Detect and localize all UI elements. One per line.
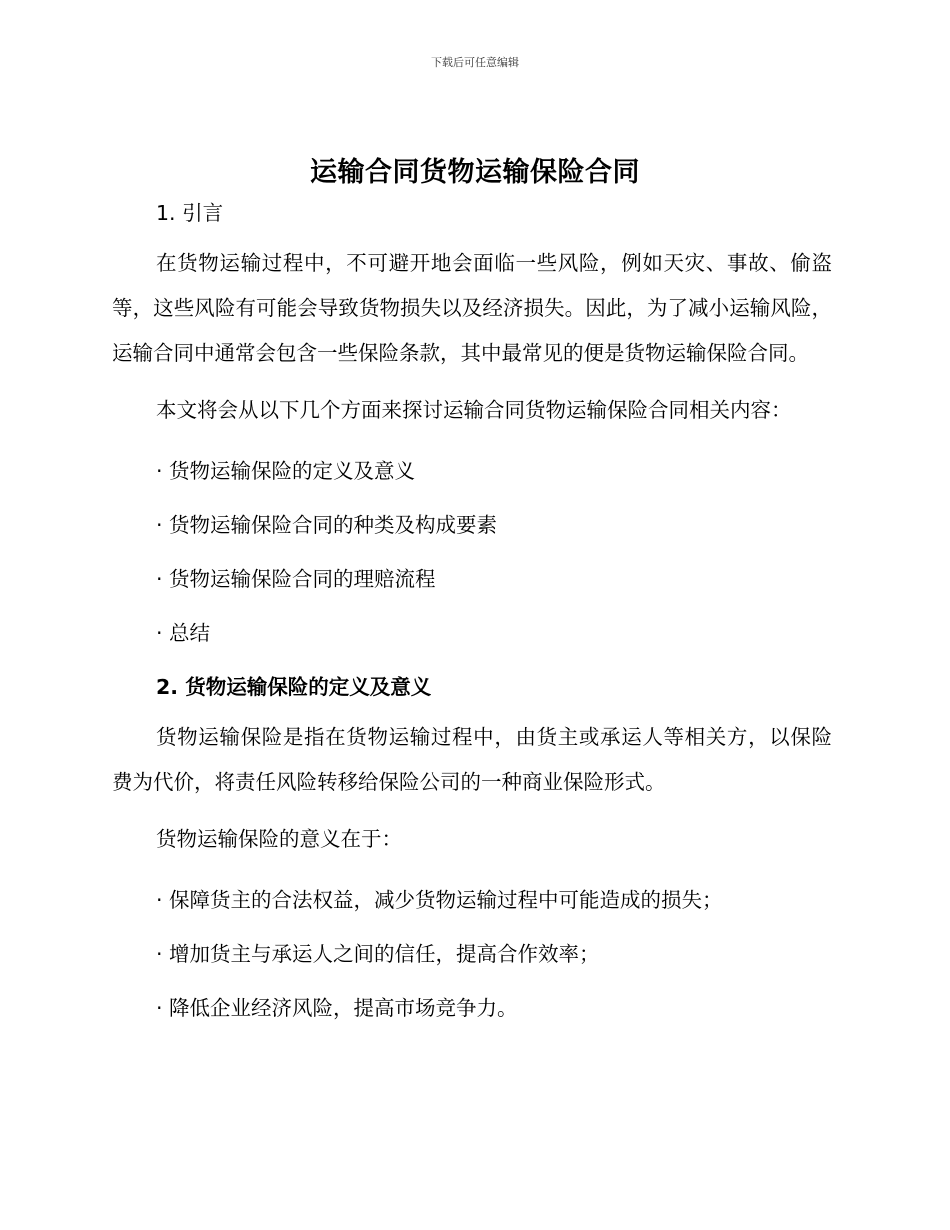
list-item: · 降低企业经济风险，提高市场竞争力。 [156, 996, 518, 1020]
section-1-paragraph-1: 在货物运输过程中，不可避开地会面临一些风险，例如天灾、事故、偷盗等，这些风险有可能会导致货物损失以及经济损失。因此，为了减小运输风险，运输合同中通常会包含一些保险条款，其中最常见的便是货物运输保险合同。 [112, 251, 832, 365]
section-1-paragraph-2: 本文将会从以下几个方面来探讨运输合同货物运输保险合同相关内容： [156, 398, 792, 422]
list-item: · 货物运输保险合同的种类及构成要素 [156, 513, 498, 537]
list-item: · 保障货主的合法权益，减少货物运输过程中可能造成的损失； [156, 888, 723, 912]
list-item: · 总结 [156, 621, 211, 645]
document-title: 运输合同货物运输保险合同 [310, 157, 640, 188]
list-item: · 增加货主与承运人之间的信任，提高合作效率； [156, 942, 600, 966]
page-header-note: 下载后可任意编辑 [431, 56, 519, 69]
section-2-paragraph-2: 货物运输保险的意义在于： [156, 827, 402, 851]
section-2-heading: 2. 货物运输保险的定义及意义 [156, 675, 432, 699]
document-body [112, 197, 832, 1024]
section-2-paragraph-1: 货物运输保险是指在货物运输过程中，由货主或承运人等相关方，以保险费为代价，将责任风险转移给保险公司的一种商业保险形式。 [112, 725, 832, 794]
list-item: · 货物运输保险合同的理赔流程 [156, 567, 436, 591]
list-item: · 货物运输保险的定义及意义 [156, 459, 416, 483]
section-1-heading: 1. 引言 [156, 201, 224, 225]
